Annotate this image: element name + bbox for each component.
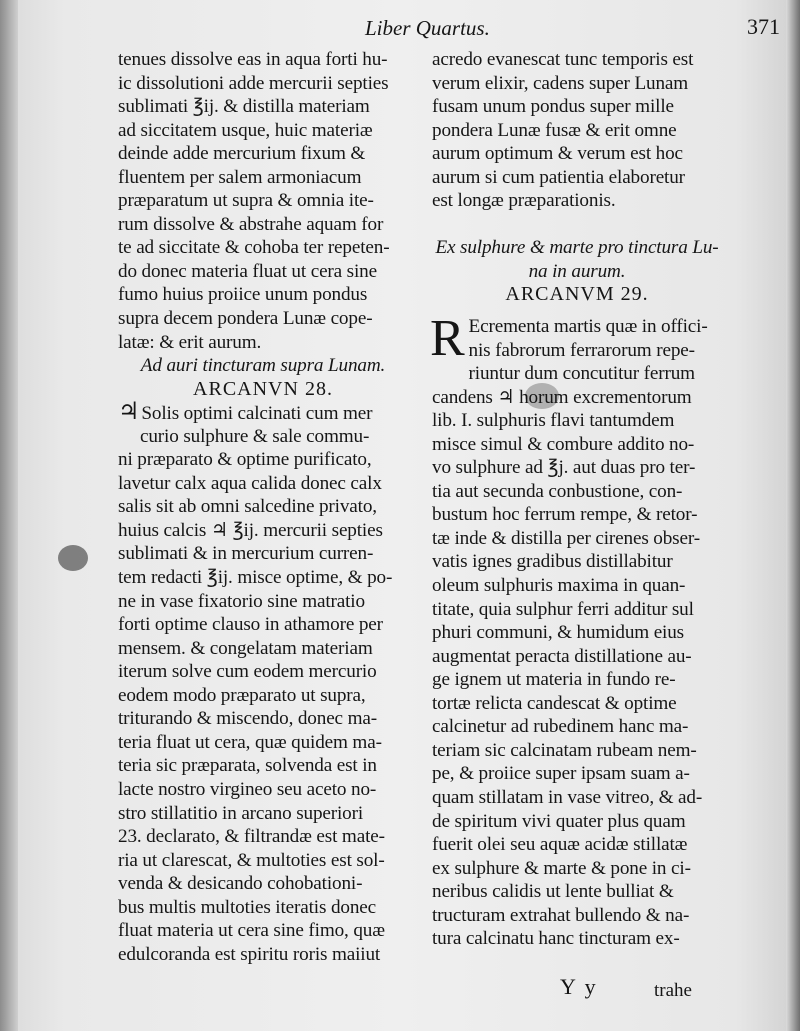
text-line: misce simul & combure addito no- (432, 433, 695, 455)
text-line: stro stillatitio in arcano superiori (118, 802, 364, 824)
text-line: rum dissolve & abstrahe aquam for (118, 213, 384, 235)
text-line: 23. declarato, & filtrandæ est mate- (118, 826, 385, 848)
text-line: sublimati & in mercurium curren- (118, 543, 374, 565)
text-line: huius calcis ♃ ℥ij. mercurii septies (118, 519, 383, 541)
catchword: trahe (654, 980, 692, 1001)
signature-mark: Y y (560, 974, 598, 999)
text-line: tructuram extrahat bullendo & na- (432, 904, 690, 926)
text-line: ria ut clarescat, & multoties est sol- (118, 849, 385, 871)
text-line: verum elixir, cadens super Lunam (432, 72, 689, 94)
text-line: acredo evanescat tunc temporis est (432, 49, 694, 70)
text-line: tia aut secunda conbustione, con- (432, 480, 683, 502)
text-line: curio sulphure & sale commu- (140, 425, 370, 447)
text-line: phuri communi, & humidum eius (432, 622, 685, 644)
text-line: aurum optimum & verum est hoc (432, 143, 683, 165)
text-line: ex sulphure & marte & pone in ci- (432, 857, 691, 879)
text-line: supra decem pondera Lunæ cope- (118, 308, 373, 330)
text-line: neribus calidis ut lente bulliat & (432, 881, 674, 903)
text-line: ic dissolutioni adde mercurii septies (118, 72, 389, 94)
text-line: teriam sic calcinatam rubeam nem- (432, 739, 697, 761)
text-line: pondera Lunæ fusæ & erit omne (432, 119, 677, 141)
text-line: deinde adde mercurium fixum & (118, 143, 366, 165)
text-line: iterum solve cum eodem mercurio (118, 661, 377, 683)
text-line: forti optime clauso in athamore per (118, 614, 383, 636)
text-line: lacte nostro virgineo seu aceto no- (118, 778, 377, 800)
jupiter-symbol-icon: ♃ (118, 399, 140, 426)
text-line: ne in vase fixatorio sine matratio (118, 590, 365, 612)
page-left-edge-shadow (0, 0, 18, 1031)
right-column (432, 48, 722, 951)
text-line: tem redacti ℥ij. misce optime, & po- (118, 567, 393, 589)
section-heading: Ad auri tincturam supra Lunam. (140, 355, 386, 377)
arcanum-heading: ARCANVM 29. (505, 283, 649, 306)
text-line: tæ inde & distilla per cirenes obser- (432, 527, 700, 549)
text-line: pe, & proiice super ipsam suam a- (432, 763, 690, 785)
text-line: de spiritum vivi quater plus quam (432, 810, 686, 832)
text-line: triturando & miscendo, donec ma- (118, 708, 377, 730)
text-line: fumo huius proiice unum pondus (118, 284, 368, 306)
text-line: quam stillatam in vase vitreo, & ad- (432, 786, 703, 808)
spacer (432, 213, 722, 237)
text-line: fusam unum pondus super mille (432, 96, 674, 118)
text-line: tenues dissolve eas in aqua forti hu- (118, 49, 388, 70)
text-span: Solis optimi calcinati cum mer (141, 403, 373, 425)
text-line: fluat materia ut cera sine fimo, quæ (118, 920, 385, 942)
page-right-edge-shadow (786, 0, 800, 1031)
text-line: augmentat peracta distillatione au- (432, 645, 692, 667)
text-line: do donec materia fluat ut cera sine (118, 260, 377, 282)
text-line: ad siccitatem usque, huic materiæ (118, 119, 373, 141)
text-line: salis sit ab omni salcedine privato, (118, 496, 377, 518)
page-number: 371 (747, 14, 780, 39)
text-line: tortæ relicta candescat & optime (432, 692, 677, 714)
text-line: bus multis multoties iteratis donec (118, 896, 377, 918)
text-line: calcinetur ad rubedinem hanc ma- (432, 716, 689, 738)
text-line: candens ♃ horum excrementorum (432, 386, 692, 408)
ink-blot (58, 545, 88, 571)
spacer (432, 307, 722, 315)
text-line: sublimati ℥ij. & distilla materiam (118, 96, 370, 118)
left-column (118, 48, 408, 966)
text-line: fuerit olei seu aquæ acidæ stillatæ (432, 834, 688, 856)
text-line: præparatum ut supra & omnia ite- (118, 190, 374, 212)
drop-capital: R (430, 310, 465, 368)
text-line: mensem. & congelatam materiam (118, 637, 373, 659)
running-title: Liber Quartus. (365, 16, 490, 40)
text-line: eodem modo præparato ut supra, (118, 684, 366, 706)
text-line: latæ: & erit aurum. (118, 331, 262, 353)
text-line: est longæ præparationis. (432, 190, 616, 212)
text-line: te ad siccitate & cohoba ter repeten- (118, 237, 390, 259)
text-line: vatis ignes gradibus distillabitur (432, 551, 673, 573)
text-line: teria fluat ut cera, quæ quidem ma- (118, 731, 382, 753)
text-line: ni præparato & optime purificato, (118, 449, 372, 471)
text-line: lavetur calx aqua calida donec calx (118, 472, 382, 494)
text-line: ge ignem ut materia in fundo re- (432, 669, 676, 691)
running-header (340, 14, 780, 44)
text-line: riuntur dum concutitur ferrum (468, 363, 695, 385)
text-line (118, 401, 408, 425)
text-line: titate, quia sulphur ferri additur sul (432, 598, 694, 620)
text-line: oleum sulphuris maxima in quan- (432, 575, 686, 597)
text-line: edulcoranda est spiritu roris maiiut (118, 943, 381, 965)
text-line: nis fabrorum ferrarorum repe- (468, 339, 695, 361)
text-line: bustum hoc ferrum rempe, & retor- (432, 504, 698, 526)
text-line: lib. I. sulphuris flavi tantumdem (432, 410, 675, 432)
text-span: Ecrementa martis quæ in offici- (468, 316, 708, 338)
text-line: aurum si cum patientia elaboretur (432, 166, 685, 188)
section-heading-cont: na in aurum. (528, 260, 626, 282)
text-line: venda & desicando cohobationi- (118, 873, 363, 895)
text-line: vo sulphure ad ℥j. aut duas pro ter- (432, 457, 696, 479)
section-heading: Ex sulphure & marte pro tinctura Lu- (435, 237, 719, 259)
text-line: fluentem per salem armoniacum (118, 166, 362, 188)
text-line: teria sic præparata, solvenda est in (118, 755, 377, 777)
text-line: tura calcinatu hanc tincturam ex- (432, 928, 680, 950)
arcanum-heading: ARCANVN 28. (193, 377, 333, 400)
